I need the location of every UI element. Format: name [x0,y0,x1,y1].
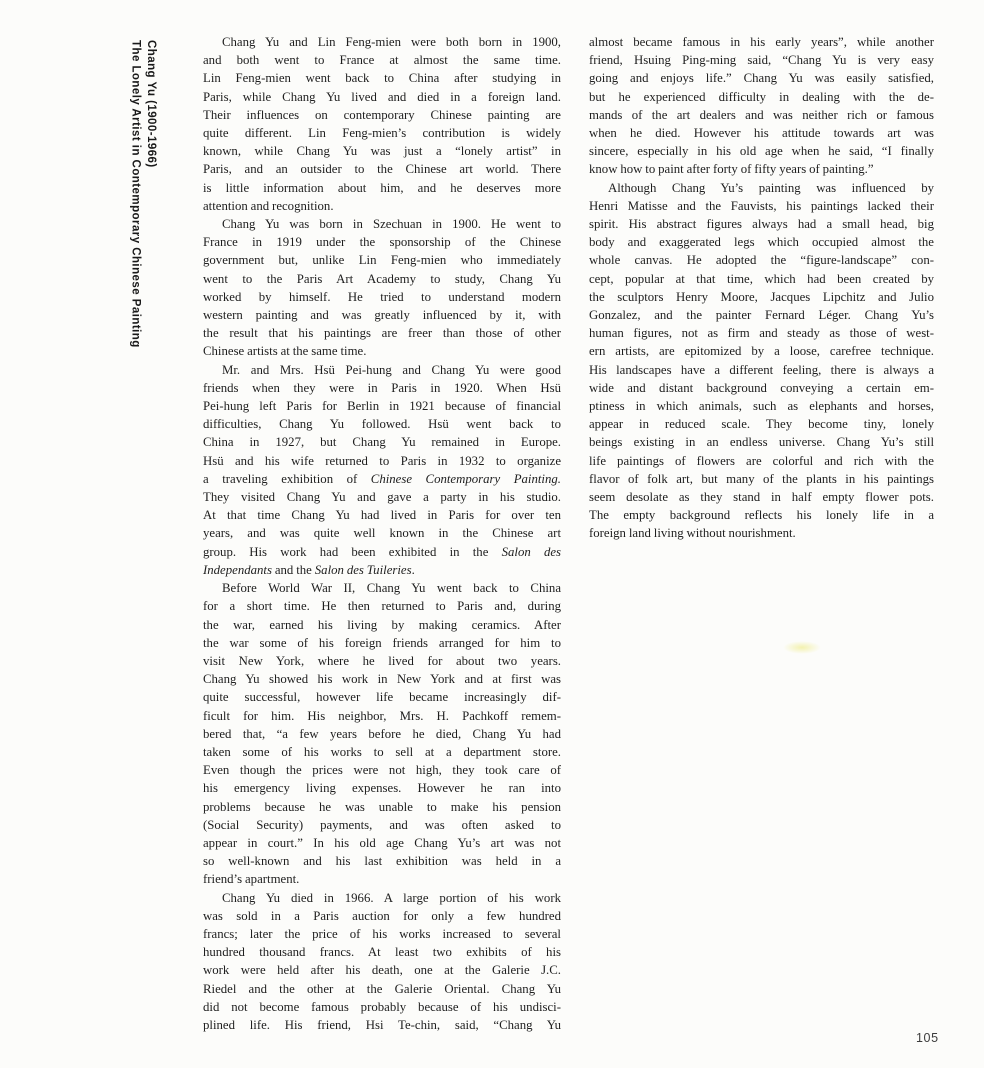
text-line: Chinese artists at the same time. [203,344,367,359]
text-line: visit New York, where he lived for about two years. [203,653,561,668]
text-line: (Social Security) payments, and was often asked to [203,817,561,832]
text-line: mands of the art dealers and was neither rich or famous [589,107,934,122]
text-column-left [203,33,561,1034]
text-line: Gonzalez, and the painter Fernard Léger. Chang Yu’s [589,308,934,323]
text-line: foreign land living without nourishment. [589,526,796,541]
text-line: a traveling exhibition of Chinese Contemporary Painting. [203,471,561,486]
text-line: his emergency living expenses. However he ran into [203,781,561,796]
text-line: Although Chang Yu’s painting was influenced by [608,180,934,195]
text-line: quite different. Lin Feng-mien’s contribution is widely [203,126,561,141]
text-line: wide and distant background conveying a certain em- [589,380,934,395]
text-line: Even though the prices were not high, they took care of [203,763,561,778]
scan-smudge [783,641,821,654]
text-line: Hsü and his wife returned to Paris in 1932 to organize [203,453,561,468]
text-line: work were held after his death, one at the Galerie J.C. [203,963,561,978]
text-line: seem desolate as they stand in half empty flower pots. [589,490,934,505]
text-line: sincere, especially in his old age when he said, “I finally [589,144,934,159]
text-line: the result that his paintings are freer than those of other [203,326,561,341]
text-line: China in 1927, but Chang Yu remained in Europe. [203,435,561,450]
text-line: attention and recognition. [203,198,334,213]
vertical-title [127,40,158,348]
text-line: when he died. However his attitude towards art was [589,126,934,141]
text-line: Chang Yu and Lin Feng-mien were both born in 1900, [222,35,561,49]
text-line: difficulties, Chang Yu followed. Hsü went back to [203,417,561,432]
text-line: friend’s apartment. [203,872,300,887]
text-line: the war some of his foreign friends arranged for him to [203,635,561,650]
text-line: the war, earned his living by making ceramics. After [203,617,561,632]
text-line: francs; later the price of his works increased to several [203,926,561,941]
text-line: Riedel and the other at the Galerie Oriental. Chang Yu [203,981,561,996]
text-line: and both went to France at almost the same time. [203,53,561,68]
text-line: Chang Yu was born in Szechuan in 1900. He went to [222,217,561,232]
text-line: but he experienced difficulty in dealing with the de- [589,89,934,104]
text-line: worked by himself. He tried to understand modern [203,289,561,304]
text-line: spirit. His abstract figures always had a small head, big [589,217,934,232]
text-line: going and enjoys life.” Chang Yu was easily satisfied, [589,71,934,86]
text-line: quite successful, however life became increasingly dif- [203,690,561,705]
text-line: appear in reduced scale. They become tiny, lonely [589,417,934,432]
text-line: Lin Feng-mien went back to China after studying in [203,71,561,86]
text-line: went to the Paris Art Academy to study, Chang Yu [203,271,561,286]
text-line: Independants and the Salon des Tuileries. [203,562,415,577]
text-line: Paris, while Chang Yu lived and died in a foreign land. [203,89,561,104]
text-line: ern artists, are epitomized by a loose, carefree technique. [589,344,934,359]
text-line: Henri Matisse and the Fauvists, his paintings lacked their [589,198,934,213]
text-line: ficult for him. His neighbor, Mrs. H. Pachkoff remem- [203,708,561,723]
text-line: so well-known and his last exhibition was held in a [203,854,561,869]
italic-text: Chinese Contemporary Painting. [370,471,561,486]
italic-text: Salon des [501,544,562,559]
italic-text: Independants [203,562,272,577]
text-line: life paintings of flowers are colorful and rich with the [589,453,934,468]
text-line: cept, popular at that time, which had been created by [589,271,934,286]
page-number: 105 [916,1031,939,1045]
text-line: Before World War II, Chang Yu went back to China [222,581,561,596]
text-line: Chang Yu died in 1966. A large portion of his work [222,890,561,905]
text-line: almost became famous in his early years”, while another [589,35,934,49]
text-line: know how to paint after forty of fifty years of painting.” [589,162,874,177]
text-line: France in 1919 under the sponsorship of the Chinese [203,235,561,250]
text-line: The empty background reflects his lonely life in a [589,508,934,523]
text-line: bered that, “a few years before he died, Chang Yu had [203,726,561,741]
text-line: group. His work had been exhibited in the Salon des [203,544,562,559]
text-line: whole canvas. He adopted the “figure-landscape” con- [589,253,934,268]
text-line: plined life. His friend, Hsi Te-chin, said, “Chang Yu [203,1017,561,1032]
text-column-right [589,33,934,543]
text-line: Paris, and an outsider to the Chinese art world. There [203,162,561,177]
text-line: for a short time. He then returned to Paris and, during [203,599,561,614]
text-line: Pei-hung left Paris for Berlin in 1921 because of financial [203,399,561,414]
text-line: did not become famous probably because of his undisci- [203,999,561,1014]
text-line: appear in court.” In his old age Chang Yu’s art was not [203,835,561,850]
text-line: flavor of folk art, but many of the plants in his paintings [589,471,934,486]
text-line: years, and was quite well known in the Chinese art [203,526,561,541]
text-line: was sold in a Paris auction for only a few hundred [203,908,561,923]
text-line: friend, Hsuing Ping-ming said, “Chang Yu is very easy [589,53,934,68]
text-line: beings existing in an endless universe. Chang Yu’s still [589,435,934,450]
vertical-title-line-2: The Lonely Artist in Contemporary Chinese Painting [129,40,142,348]
text-line: known, while Chang Yu was just a “lonely artist” in [203,144,561,159]
text-line: human figures, not as firm and steady as those of west- [589,326,934,341]
text-line: His landscapes have a different feeling, there is always a [589,362,934,377]
text-line: They visited Chang Yu and gave a party in his studio. [203,490,561,505]
text-line: At that time Chang Yu had lived in Paris for over ten [203,508,561,523]
text-line: Their influences on contemporary Chinese painting are [203,107,561,122]
vertical-title-line-1: Chang Yu (1900-1966) [145,40,157,168]
text-line: taken some of his works to sell at a department store. [203,744,561,759]
text-line: Chang Yu showed his work in New York and at first was [203,672,561,687]
text-line: body and exaggerated legs which occupied almost the [589,235,934,250]
text-line: western painting and was greatly influenced by it, with [203,308,561,323]
text-line: is little information about him, and he deserves more [203,180,561,195]
text-line: problems because he was unable to make his pension [203,799,561,814]
text-line: ptiness in which animals, such as elephants and horses, [589,399,934,414]
text-line: the sculptors Henry Moore, Jacques Lipchitz and Julio [589,289,934,304]
text-line: Mr. and Mrs. Hsü Pei-hung and Chang Yu were good [222,362,561,377]
italic-text: Salon des Tuileries [314,562,412,577]
text-line: government but, unlike Lin Feng-mien who immediately [203,253,561,268]
text-line: friends when they were in Paris in 1920. When Hsü [203,380,561,395]
text-line: hundred thousand francs. At least two exhibits of his [203,945,561,960]
